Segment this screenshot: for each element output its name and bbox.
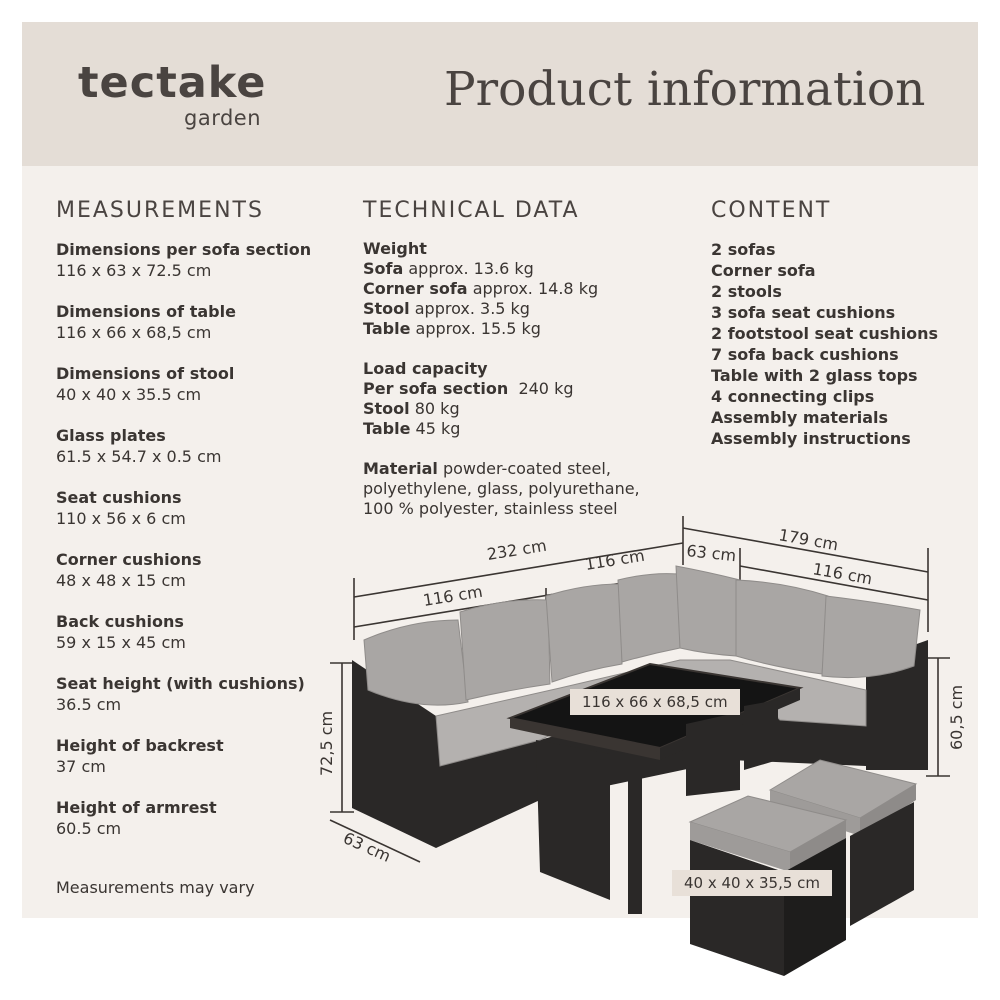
- measurement-item: Dimensions of stool 40 x 40 x 35.5 cm: [56, 364, 235, 404]
- material-line: 100 % polyester, stainless steel: [363, 499, 618, 518]
- material-line: Material powder-coated steel,: [363, 459, 611, 478]
- weight-row: Corner sofa approx. 14.8 kg: [363, 279, 599, 298]
- dim-232: 232 cm: [485, 535, 548, 564]
- weight-row: Table approx. 15.5 kg: [363, 319, 541, 338]
- measurement-item: Dimensions of table 116 x 66 x 68,5 cm: [56, 302, 236, 342]
- weight-row: Stool approx. 3.5 kg: [363, 299, 530, 318]
- weight-title: Weight: [363, 239, 427, 258]
- measurement-item: Seat cushions 110 x 56 x 6 cm: [56, 488, 186, 528]
- measurements-heading: MEASUREMENTS: [56, 198, 264, 223]
- stool-dimension-box: 40 x 40 x 35,5 cm: [672, 870, 832, 896]
- measurement-item: Height of armrest 60.5 cm: [56, 798, 217, 838]
- load-row: Stool 80 kg: [363, 399, 460, 418]
- content-item: 7 sofa back cushions: [711, 345, 899, 364]
- measurement-item: Corner cushions 48 x 48 x 15 cm: [56, 550, 202, 590]
- table-dimension-box: 116 x 66 x 68,5 cm: [570, 689, 740, 715]
- measurement-item: Dimensions per sofa section 116 x 63 x 72.5 cm: [56, 240, 312, 280]
- content-item: Table with 2 glass tops: [711, 366, 918, 385]
- dim-72: 72,5 cm: [317, 710, 336, 776]
- content-item: 4 connecting clips: [711, 387, 875, 406]
- content-item: Corner sofa: [711, 261, 816, 280]
- brand-sub: garden: [184, 106, 262, 130]
- content-item: 2 sofas: [711, 240, 776, 259]
- dim-116-right: 116 cm: [811, 559, 874, 589]
- content-item: 2 stools: [711, 282, 782, 301]
- content-item: Assembly instructions: [711, 429, 911, 448]
- dim-63-top: 63 cm: [685, 541, 738, 566]
- load-row: Table 45 kg: [363, 419, 461, 438]
- dim-116-mid: 116 cm: [583, 545, 646, 574]
- technical-heading: TECHNICAL DATA: [363, 198, 580, 223]
- dim-60: 60,5 cm: [947, 684, 966, 750]
- content-item: Assembly materials: [711, 408, 889, 427]
- brand-name: tectake: [78, 58, 267, 108]
- measurement-item: Seat height (with cushions) 36.5 cm: [56, 674, 305, 714]
- measurement-item: Back cushions 59 x 15 x 45 cm: [56, 612, 186, 652]
- content-item: 2 footstool seat cushions: [711, 324, 939, 343]
- load-title: Load capacity: [363, 359, 488, 378]
- dim-63-bottom: 63 cm: [340, 828, 394, 866]
- measurement-item: Height of backrest 37 cm: [56, 736, 224, 776]
- dim-116-left: 116 cm: [421, 581, 484, 610]
- content-item: 3 sofa seat cushions: [711, 303, 896, 322]
- page-title: Product information: [444, 62, 926, 117]
- measurements-note: Measurements may vary: [56, 878, 255, 897]
- material-line: polyethylene, glass, polyurethane,: [363, 479, 640, 498]
- weight-row: Sofa approx. 13.6 kg: [363, 259, 534, 278]
- content-heading: CONTENT: [711, 198, 832, 223]
- dim-179: 179 cm: [777, 525, 840, 555]
- measurement-item: Glass plates 61.5 x 54.7 x 0.5 cm: [56, 426, 222, 466]
- load-row: Per sofa section 240 kg: [363, 379, 574, 398]
